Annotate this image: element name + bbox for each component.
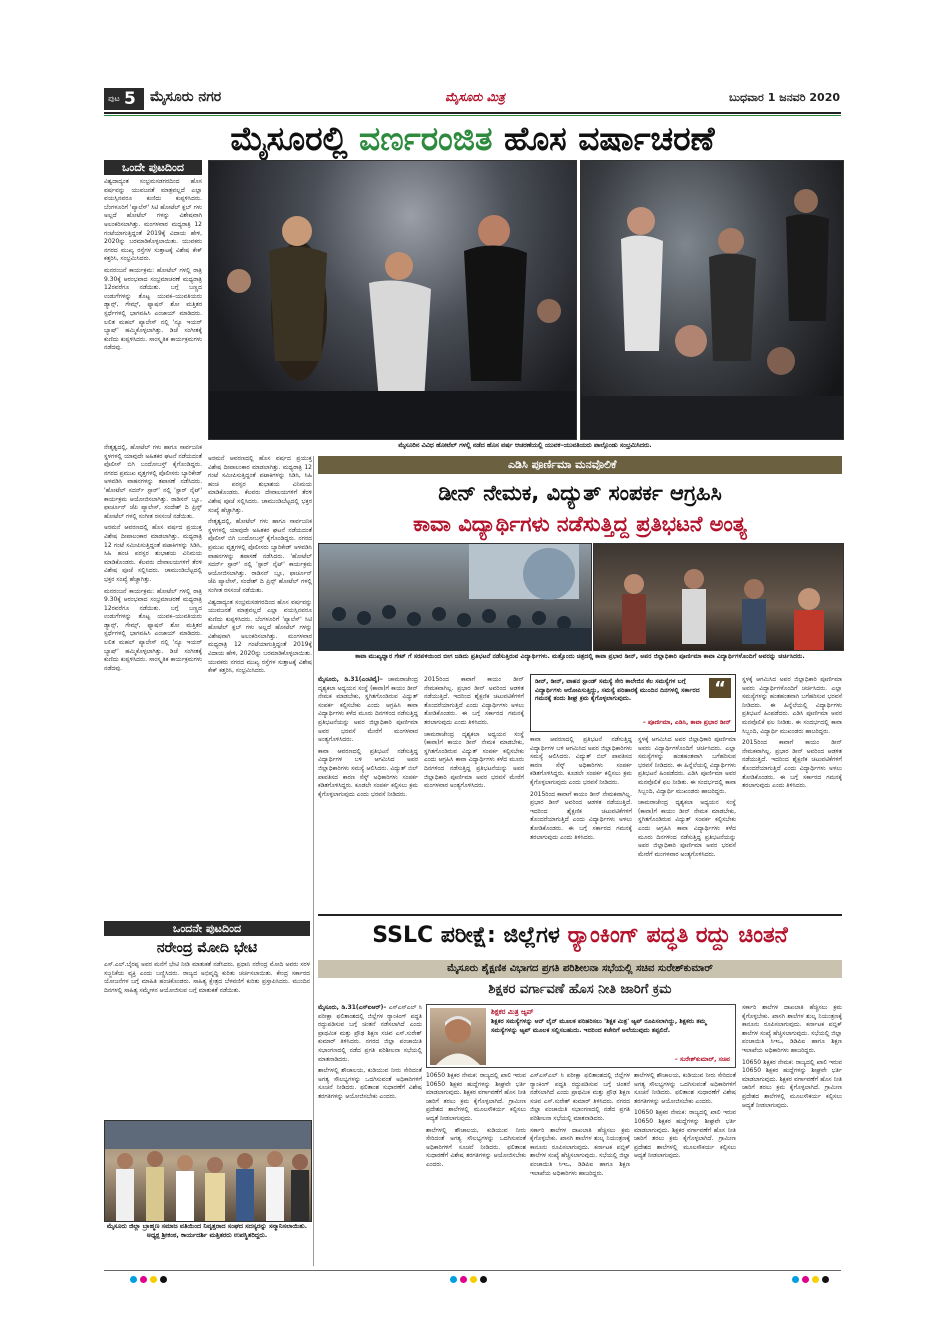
- page-number-badge: [104, 88, 144, 110]
- registration-mark: [150, 1276, 157, 1283]
- headline-part-1: ಮೈಸೂರಲ್ಲಿ: [230, 119, 348, 158]
- adc-paragraph: 2015ರಿಂದ ಕಾವಾಗೆ ಕಾಯಂ ಡೀನ್ ನೇಮಕವಾಗಿಲ್ಲ. ಪ್ರಭಾರ ಡೀನ್ ಅವರಿಂದ ಆಡಳಿತ ನಡೆಯುತ್ತಿದೆ. ಇದರಿಂದ ಶೈಕ್ಷಣಿಕ ಚಟುವಟಿಕೆಗಳಿಗೆ ತೊಂದರೆಯಾಗುತ್ತಿದೆ ಎಂದು ವಿದ್ಯಾರ್ಥಿಗಳು ಅಳಲು ತೋಡಿಕೊಂಡರು. ಈ ಬಗ್ಗೆ ಸರ್ಕಾರದ ಗಮನಕ್ಕೆ ತರಲಾಗುವುದು ಎಂದು ತಿಳಿಸಿದರು.: [424, 676, 524, 726]
- issue-date: ಬುಧವಾರ 1 ಜನವರಿ 2020: [729, 91, 840, 104]
- registration-mark: [822, 1276, 829, 1283]
- adc-quote-text: ಡೀನ್, ಡೀನ್, ವಾಹನ ಸ್ಟಾಂಡ್ ಸಮಸ್ಯೆ ಸೇರಿ ಕಾಲೇಜಿನ ಕೆಲ ಸಮಸ್ಯೆಗಳ ಬಗ್ಗೆ ವಿದ್ಯಾರ್ಥಿಗಳು ಆರೋಪಿಸುತ್ತಿದ್ದು, ಸಮಸ್ಯೆ ಪರಿಹಾರಕ್ಕೆ ಮುಂದಿನ ದಿನಗಳಲ್ಲಿ ಸರ್ಕಾರದ ಗಮನಕ್ಕೆ ತಂದು ಶೀಘ್ರ ಕ್ರಮ ಕೈಗೊಳ್ಳಲಾಗುವುದು.: [535, 678, 700, 703]
- adc-paragraph: ಕಾವಾ ಆವರಣದಲ್ಲಿ ಪ್ರತಿಭಟನೆ ನಡೆಸುತ್ತಿದ್ದ ವಿದ್ಯಾರ್ಥಿಗಳ ಬಳಿ ಆಗಮಿಸಿದ ಅಪರ ಜಿಲ್ಲಾಧಿಕಾರಿಗಳು ಸಮಸ್ಯೆ ಆಲಿಸಿದರು. ವಿದ್ಯುತ್ ಬಿಲ್ ಪಾವತಿಸದ ಕಾರಣ ಸೆಸ್ಕ್ ಅಧಿಕಾರಿಗಳು ಸಂಪರ್ಕ ಕಡಿತಗೊಳಿಸಿದ್ದರು. ಕೂಡಲೇ ಸಂಪರ್ಕ ಕಲ್ಪಿಸಲು ಕ್ರಮ ಕೈಗೊಳ್ಳಲಾಗುವುದು ಎಂದು ಭರವಸೆ ನೀಡಿದರು.: [318, 747, 418, 798]
- quote-mark-icon: “: [709, 678, 731, 698]
- left-story-paragraph: ಮನರಂಜನೆ ಕಾರ್ಯಕ್ರಮ: ಹೋಟೆಲ್ ಗಳಲ್ಲಿ ರಾತ್ರಿ 9.30ಕ್ಕೆ ಆರಂಭವಾದ ಸಂಭ್ರಮಾಚರಣೆ ಮಧ್ಯರಾತ್ರಿ 12ರವರೆಗೂ ನಡೆಯಿತು. ಬಗ್ಗೆ ಬಣ್ಣದ ಉಡುಗೆಗಳನ್ನು ತೊಟ್ಟ ಯುವಕ–ಯುವತಿಯರು ಡ್ಯಾನ್ಸ್, ಗೇಮ್ಸ್, ಫ್ಯಾಷನ್ ಶೋ ಮತ್ತಿತರ ಸ್ಪರ್ಧೆಗಳಲ್ಲಿ ಭಾಗವಹಿಸಿ ಎಂಜಾಯ್ ಮಾಡಿದರು. ಲಲಿತ ಮಹಲ್ ಪ್ಯಾಲೇಸ್ ನಲ್ಲಿ 'ನ್ಯೂ ಇಯರ್ ಬ್ಯಾಷ್' ಹಮ್ಮಿಕೊಳ್ಳಲಾಗಿತ್ತು. ಡಿಜೆ ಸಂಗೀತಕ್ಕೆ ಕುಣಿದು ಕುಪ್ಪಳಿಸಿದರು. ಸಾಂಸ್ಕೃತಿಕ ಕಾರ್ಯಕ್ರಮಗಳು ನಡೆದವು.: [104, 266, 202, 352]
- adc-story-col-5: [742, 676, 842, 914]
- adc-story-col-4: [638, 736, 736, 914]
- page-label: ಪುಟ: [108, 94, 120, 103]
- adc-paragraph: ಸ್ಥಳಕ್ಕೆ ಆಗಮಿಸಿದ ಅಪರ ಜಿಲ್ಲಾಧಿಕಾರಿ ಪೂರ್ಣಿಮಾ ಅವರು ವಿದ್ಯಾರ್ಥಿಗಳೊಂದಿಗೆ ಚರ್ಚಿಸಿದರು. ಎಲ್ಲಾ ಸಮಸ್ಯೆಗಳನ್ನು ಹಂತಹಂತವಾಗಿ ಬಗೆಹರಿಸುವ ಭರವಸೆ ನೀಡಿದರು. ಈ ಹಿನ್ನೆಲೆಯಲ್ಲಿ ವಿದ್ಯಾರ್ಥಿಗಳು ಪ್ರತಿಭಟನೆ ಹಿಂಪಡೆದರು. ಎಡಿಸಿ ಪೂರ್ಣಿಮಾ ಅವರ ಮನವೊಲಿಕೆ ಫಲ ನೀಡಿತು. ಈ ಸಂದರ್ಭದಲ್ಲಿ ಕಾವಾ ಸಿಬ್ಬಂದಿ, ವಿದ್ಯಾರ್ಥಿ ಮುಖಂಡರು ಹಾಜರಿದ್ದರು.: [638, 736, 736, 795]
- protest-crowd-svg: [319, 544, 591, 650]
- headline-part-2: ವರ್ಣರಂಜಿತ: [359, 119, 493, 158]
- middle-story-paragraph: ಅರಮನೆ ಆವರಣದಲ್ಲಿ ಹೊಸ ವರ್ಷದ ಪ್ರಯುಕ್ತ ವಿಶೇಷ ದೀಪಾಲಂಕಾರ ಮಾಡಲಾಗಿತ್ತು. ಮಧ್ಯರಾತ್ರಿ 12 ಗಂಟೆ ಸಮೀಪಿಸುತ್ತಿದ್ದಂತೆ ಪಟಾಕಿಗಳನ್ನು ಸಿಡಿಸಿ, ಸಿಹಿ ಹಂಚಿ ಪರಸ್ಪರ ಶುಭಾಶಯ ವಿನಿಮಯ ಮಾಡಿಕೊಂಡರು. ಕೆಲವರು ದೇವಾಲಯಗಳಿಗೆ ತೆರಳಿ ವಿಶೇಷ ಪೂಜೆ ಸಲ್ಲಿಸಿದರು. ಚಾಮುಂಡಿಬೆಟ್ಟದಲ್ಲಿ ಭಕ್ತರ ಸಂಖ್ಯೆ ಹೆಚ್ಚಾಗಿತ್ತು.: [208, 455, 312, 514]
- sslc-paragraph: ಶಾಲೆಗಳಲ್ಲಿ ಶೌಚಾಲಯ, ಕುಡಿಯುವ ನೀರು ಸೇರಿದಂತೆ ಅಗತ್ಯ ಸೌಲಭ್ಯಗಳನ್ನು ಒದಗಿಸುವಂತೆ ಅಧಿಕಾರಿಗಳಿಗೆ ಸೂಚನೆ ನೀಡಿದರು. ಫಲಿತಾಂಶ ಸುಧಾರಣೆಗೆ ವಿಶೇಷ ತರಗತಿಗಳನ್ನು ಆಯೋಜಿಸಬೇಕು ಎಂದರು.: [318, 1067, 422, 1100]
- left-story-paragraph: ವಿಶ್ವದಾದ್ಯಂತ ಸಂಭ್ರಮಸಡಗರದಿಂದ ಹೊಸ ವರ್ಷವನ್ನು ಯುವಜನತೆ ಮಾತ್ರವಲ್ಲದೆ ಎಲ್ಲಾ ವಯಸ್ಸಿನವರೂ ಕುಣಿದು ಕುಪ್ಪಳಿಸಿದರು. ಬೆಂಗಳೂರಿಗೆ 'ಪ್ಯಾಲೆಸ್' ಸಿಟಿ ಹೋಟೆಲ್ ಕ್ಲಬ್ ಗಳು ಅಲ್ಲದೆ ಹೋಟೆಲ್ ಗಳನ್ನು ವಿಶೇಷವಾಗಿ ಅಲಂಕರಿಸಲಾಗಿತ್ತು. ಮಂಗಳವಾರ ಮಧ್ಯರಾತ್ರಿ 12 ಗಂಟೆಯಾಗುತ್ತಿದ್ದಂತೆ 2019ಕ್ಕೆ ವಿದಾಯ ಹೇಳಿ, 2020ನ್ನು ಬರಮಾಡಿಕೊಳ್ಳಲಾಯಿತು. ಯುವಕರು ನಗರದ ಮುಖ್ಯ ರಸ್ತೆಗಳ ಸುತ್ತಾಟಕ್ಕೆ ವಿಶೇಷ ಕೇಕ್ ಕತ್ತರಿಸಿ, ಸಂಭ್ರಮಿಸಿದರು.: [104, 178, 202, 263]
- left-story-paragraph: ಅರಮನೆ ಆವರಣದಲ್ಲಿ ಹೊಸ ವರ್ಷದ ಪ್ರಯುಕ್ತ ವಿಶೇಷ ದೀಪಾಲಂಕಾರ ಮಾಡಲಾಗಿತ್ತು. ಮಧ್ಯರಾತ್ರಿ 12 ಗಂಟೆ ಸಮೀಪಿಸುತ್ತಿದ್ದಂತೆ ಪಟಾಕಿಗಳನ್ನು ಸಿಡಿಸಿ, ಸಿಹಿ ಹಂಚಿ ಪರಸ್ಪರ ಶುಭಾಶಯ ವಿನಿಮಯ ಮಾಡಿಕೊಂಡರು. ಕೆಲವರು ದೇವಾಲಯಗಳಿಗೆ ತೆರಳಿ ವಿಶೇಷ ಪೂಜೆ ಸಲ್ಲಿಸಿದರು. ಚಾಮುಂಡಿಬೆಟ್ಟದಲ್ಲಿ ಭಕ್ತರ ಸಂಖ್ಯೆ ಹೆಚ್ಚಾಗಿತ್ತು.: [104, 524, 202, 583]
- left-story-body: [104, 178, 202, 440]
- sslc-paragraph: ಸರ್ಕಾರಿ ಶಾಲೆಗಳ ದಾಖಲಾತಿ ಹೆಚ್ಚಿಸಲು ಕ್ರಮ ಕೈಗೊಳ್ಳಬೇಕು. ಖಾಸಗಿ ಶಾಲೆಗಳ ಶುಲ್ಕ ನಿಯಂತ್ರಣಕ್ಕೆ ಕಾನೂನು ರೂಪಿಸಲಾಗುವುದು. ಕರ್ನಾಟಕ ಪಬ್ಲಿಕ್ ಶಾಲೆಗಳ ಸಂಖ್ಯೆ ಹೆಚ್ಚಿಸಲಾಗುವುದು. ಸಭೆಯಲ್ಲಿ ಜಿಲ್ಲಾ ಪಂಚಾಯಿತಿ ಸಿಇಒ, ಡಿಡಿಪಿಐ ಹಾಗೂ ಶಿಕ್ಷಣ ಇಲಾಖೆಯ ಅಧಿಕಾರಿಗಳು ಹಾಜರಿದ್ದರು.: [742, 1004, 842, 1054]
- registration-mark: [460, 1276, 467, 1283]
- modi-story-body: ಎಸ್.ಎಲ್.ಬೈರಪ್ಪ ಅವರ ಮನೆಗೆ ಭೇಟಿ ನೀಡಿ ಮಾತುಕತೆ ನಡೆಸಿದರು. ಪ್ರಧಾನಿ ನರೇಂದ್ರ ಮೋದಿ ಅವರು ಸರಳ ಸಜ್ಜನಿಕೆಯ ವ್ಯಕ್ತಿ ಎಂದು ಬಣ್ಣಿಸಿದರು. ರಾಜ್ಯದ ಅಭಿವೃದ್ಧಿ ಕುರಿತು ಚರ್ಚಿಸಲಾಯಿತು. ಕೇಂದ್ರ ಸರ್ಕಾರದ ಯೋಜನೆಗಳ ಬಗ್ಗೆ ಮಾಹಿತಿ ಹಂಚಿಕೊಂಡರು. ಸಾಹಿತ್ಯ ಕ್ಷೇತ್ರದ ಬೆಳವಣಿಗೆ ಕುರಿತು ಪ್ರಸ್ತಾಪಿಸಿದರು. ಮುಂದಿನ ದಿನಗಳಲ್ಲಿ ಸಾಹಿತ್ಯ ಸಮ್ಮೇಳನ ಆಯೋಜಿಸುವ ಬಗ್ಗೆ ಮಾತುಕತೆ ನಡೆಯಿತು.: [104, 961, 310, 994]
- registration-mark: [140, 1276, 147, 1283]
- sslc-paragraph: ಸರ್ಕಾರಿ ಶಾಲೆಗಳ ದಾಖಲಾತಿ ಹೆಚ್ಚಿಸಲು ಕ್ರಮ ಕೈಗೊಳ್ಳಬೇಕು. ಖಾಸಗಿ ಶಾಲೆಗಳ ಶುಲ್ಕ ನಿಯಂತ್ರಣಕ್ಕೆ ಕಾನೂನು ರೂಪಿಸಲಾಗುವುದು. ಕರ್ನಾಟಕ ಪಬ್ಲಿಕ್ ಶಾಲೆಗಳ ಸಂಖ್ಯೆ ಹೆಚ್ಚಿಸಲಾಗುವುದು. ಸಭೆಯಲ್ಲಿ ಜಿಲ್ಲಾ ಪಂಚಾಯಿತಿ ಸಿಇಒ, ಡಿಡಿಪಿಐ ಹಾಗೂ ಶಿಕ್ಷಣ ಇಲಾಖೆಯ ಅಧಿಕಾರಿಗಳು ಹಾಜರಿದ್ದರು.: [530, 1126, 630, 1177]
- header-rule: [104, 112, 841, 114]
- adc-quote-box: [530, 674, 736, 732]
- adc-paragraph: ಸ್ಥಳಕ್ಕೆ ಆಗಮಿಸಿದ ಅಪರ ಜಿಲ್ಲಾಧಿಕಾರಿ ಪೂರ್ಣಿಮಾ ಅವರು ವಿದ್ಯಾರ್ಥಿಗಳೊಂದಿಗೆ ಚರ್ಚಿಸಿದರು. ಎಲ್ಲಾ ಸಮಸ್ಯೆಗಳನ್ನು ಹಂತಹಂತವಾಗಿ ಬಗೆಹರಿಸುವ ಭರವಸೆ ನೀಡಿದರು. ಈ ಹಿನ್ನೆಲೆಯಲ್ಲಿ ವಿದ್ಯಾರ್ಥಿಗಳು ಪ್ರತಿಭಟನೆ ಹಿಂಪಡೆದರು. ಎಡಿಸಿ ಪೂರ್ಣಿಮಾ ಅವರ ಮನವೊಲಿಕೆ ಫಲ ನೀಡಿತು. ಈ ಸಂದರ್ಭದಲ್ಲಿ ಕಾವಾ ಸಿಬ್ಬಂದಿ, ವಿದ್ಯಾರ್ಥಿ ಮುಖಂಡರು ಹಾಜರಿದ್ದರು.: [742, 676, 842, 735]
- sslc-dateline: ಮೈಸೂರು, ಡಿ.31(ಎಸ್ಐಆರ್)–: [318, 1004, 387, 1011]
- sslc-col-3: [530, 1072, 630, 1266]
- continued-heading-top: ಒಂದೇ ಪುಟದಿಂದ: [104, 160, 202, 175]
- sslc-headline: [318, 918, 842, 954]
- sslc-headline-part-a: SSLC ಪರೀಕ್ಷೆ: ಜಿಲ್ಲೆಗಳ: [372, 923, 560, 948]
- adc-story-col-1: [318, 676, 418, 914]
- main-headline: [104, 116, 841, 162]
- sslc-paragraph: ಎಸ್ಎಸ್ಎಲ್ ಸಿ ಪರೀಕ್ಷಾ ಫಲಿತಾಂಶದಲ್ಲಿ ಜಿಲ್ಲೆಗಳ ರ್‍ಯಾಂಕಿಂಗ್ ಪದ್ಧತಿ ರದ್ದುಪಡಿಸುವ ಬಗ್ಗೆ ಚಿಂತನೆ ನಡೆಸಲಾಗಿದೆ ಎಂದು ಪ್ರಾಥಮಿಕ ಮತ್ತು ಪ್ರೌಢ ಶಿಕ್ಷಣ ಸಚಿವ ಎಸ್.ಸುರೇಶ್ ಕುಮಾರ್ ತಿಳಿಸಿದರು. ನಗರದ ಜಿಲ್ಲಾ ಪಂಚಾಯಿತಿ ಸಭಾಂಗಣದಲ್ಲಿ ನಡೆದ ಪ್ರಗತಿ ಪರಿಶೀಲನಾ ಸಭೆಯಲ್ಲಿ ಮಾತನಾಡಿದರು.: [530, 1072, 630, 1122]
- footer-rule: [104, 1270, 841, 1271]
- sslc-kicker: ಮೈಸೂರು ಶೈಕ್ಷಣಿಕ ವಿಭಾಗದ ಪ್ರಗತಿ ಪರಿಶೀಲನಾ ಸಭೆಯಲ್ಲಿ ಸಚಿವ ಸುರೇಶ್‌ಕುಮಾರ್: [318, 960, 842, 978]
- registration-mark: [450, 1276, 457, 1283]
- party-photo-caption: ಮೈಸೂರಿನ ವಿವಿಧ ಹೋಟೆಲ್ ಗಳಲ್ಲಿ ನಡೆದ ಹೊಸ ವರ್ಷ ಆಚರಣೆಯಲ್ಲಿ ಯುವಕ–ಯುವತಿಯರು ಪಾಲ್ಗೊಂಡು ಸಂಭ್ರಮಿಸಿದರು.: [398, 442, 652, 449]
- registration-mark: [470, 1276, 477, 1283]
- middle-story-paragraph: ವಿಶ್ವದಾದ್ಯಂತ ಸಂಭ್ರಮಸಡಗರದಿಂದ ಹೊಸ ವರ್ಷವನ್ನು ಯುವಜನತೆ ಮಾತ್ರವಲ್ಲದೆ ಎಲ್ಲಾ ವಯಸ್ಸಿನವರೂ ಕುಣಿದು ಕುಪ್ಪಳಿಸಿದರು. ಬೆಂಗಳೂರಿಗೆ 'ಪ್ಯಾಲೆಸ್' ಸಿಟಿ ಹೋಟೆಲ್ ಕ್ಲಬ್ ಗಳು ಅಲ್ಲದೆ ಹೋಟೆಲ್ ಗಳನ್ನು ವಿಶೇಷವಾಗಿ ಅಲಂಕರಿಸಲಾಗಿತ್ತು. ಮಂಗಳವಾರ ಮಧ್ಯರಾತ್ರಿ 12 ಗಂಟೆಯಾಗುತ್ತಿದ್ದಂತೆ 2019ಕ್ಕೆ ವಿದಾಯ ಹೇಳಿ, 2020ನ್ನು ಬರಮಾಡಿಕೊಳ್ಳಲಾಯಿತು. ಯುವಕರು ನಗರದ ಮುಖ್ಯ ರಸ್ತೆಗಳ ಸುತ್ತಾಟಕ್ಕೆ ವಿಶೇಷ ಕೇಕ್ ಕತ್ತರಿಸಿ, ಸಂಭ್ರಮಿಸಿದರು.: [208, 598, 312, 675]
- adc-paragraph: ಚಾಮರಾಜೇಂದ್ರ ದೃಶ್ಯಕಲಾ ಅಧ್ಯಯನ ಸಂಸ್ಥೆ (ಕಾವಾ)ಗೆ ಕಾಯಂ ಡೀನ್ ನೇಮಕ ಮಾಡಬೇಕು, ಸ್ಥಗಿತಗೊಂಡಿರುವ ವಿದ್ಯುತ್ ಸಂಪರ್ಕ ಕಲ್ಪಿಸಬೇಕು ಎಂದು ಆಗ್ರಹಿಸಿ ಕಾವಾ ವಿದ್ಯಾರ್ಥಿಗಳು ಕಳೆದ ಮೂರು ದಿನಗಳಿಂದ ನಡೆಸುತ್ತಿದ್ದ ಪ್ರತಿಭಟನೆಯನ್ನು ಅಪರ ಜಿಲ್ಲಾಧಿಕಾರಿ ಪೂರ್ಣಿಮಾ ಅವರ ಭರವಸೆ ಮೇರೆಗೆ ಮಂಗಳವಾರ ಅಂತ್ಯಗೊಳಿಸಿದರು.: [638, 799, 736, 858]
- left-story-paragraph: ಮನರಂಜನೆ ಕಾರ್ಯಕ್ರಮ: ಹೋಟೆಲ್ ಗಳಲ್ಲಿ ರಾತ್ರಿ 9.30ಕ್ಕೆ ಆರಂಭವಾದ ಸಂಭ್ರಮಾಚರಣೆ ಮಧ್ಯರಾತ್ರಿ 12ರವರೆಗೂ ನಡೆಯಿತು. ಬಗ್ಗೆ ಬಣ್ಣದ ಉಡುಗೆಗಳನ್ನು ತೊಟ್ಟ ಯುವಕ–ಯುವತಿಯರು ಡ್ಯಾನ್ಸ್, ಗೇಮ್ಸ್, ಫ್ಯಾಷನ್ ಶೋ ಮತ್ತಿತರ ಸ್ಪರ್ಧೆಗಳಲ್ಲಿ ಭಾಗವಹಿಸಿ ಎಂಜಾಯ್ ಮಾಡಿದರು. ಲಲಿತ ಮಹಲ್ ಪ್ಯಾಲೇಸ್ ನಲ್ಲಿ 'ನ್ಯೂ ಇಯರ್ ಬ್ಯಾಷ್' ಹಮ್ಮಿಕೊಳ್ಳಲಾಗಿತ್ತು. ಡಿಜೆ ಸಂಗೀತಕ್ಕೆ ಕುಣಿದು ಕುಪ್ಪಳಿಸಿದರು. ಸಾಂಸ್ಕೃತಿಕ ಕಾರ್ಯಕ್ರಮಗಳು ನಡೆದವು.: [104, 587, 202, 672]
- sslc-col-2: [426, 1072, 526, 1266]
- headline-part-3: ಹೊಸ ವರ್ಷಾಚರಣೆ: [503, 119, 715, 158]
- left-story-paragraph: ನೇತೃತ್ವದಲ್ಲಿ, ಹೋಟೆಲ್ ಗಳು ಹಾಗೂ ಸಾರ್ವಜನಿಕ ಸ್ಥಳಗಳಲ್ಲಿ ಯಾವುದೇ ಅಹಿತಕರ ಘಟನೆ ನಡೆಯದಂತೆ ಪೊಲೀಸ್ ಬಿಗಿ ಬಂದೋಬಸ್ತ್ ಕೈಗೊಂಡಿದ್ದರು. ನಗರದ ಪ್ರಮುಖ ವೃತ್ತಗಳಲ್ಲಿ ಪೊಲೀಸರು ಬ್ಯಾರಿಕೇಡ್ ಅಳವಡಿಸಿ ವಾಹನಗಳನ್ನು ತಪಾಸಣೆ ನಡೆಸಿದರು. 'ಹೋಟೆಲ್ ಸದರ್ನ್ ಸ್ಟಾರ್' ನಲ್ಲಿ 'ಸ್ಟಾರ್ ನೈಟ್' ಕಾರ್ಯಕ್ರಮ ಆಯೋಜಿಸಲಾಗಿತ್ತು. ರಾಡಿಸನ್ ಬ್ಲೂ, ಫಾರ್ಚೂನ್ ಜೆಪಿ ಪ್ಯಾಲೇಸ್, ಸಂದೇಶ್ ದಿ ಪ್ರಿನ್ಸ್ ಹೋಟೆಲ್ ಗಳಲ್ಲಿ ಸಂಗೀತ ರಸಸಂಜೆ ನಡೆಯಿತು.: [104, 444, 202, 520]
- party-scene-svg: [209, 161, 576, 439]
- sslc-col-1: [318, 1004, 422, 1266]
- minister-quote-title: ಶಿಕ್ಷಕರ ಮಿತ್ರ ಆ್ಯಪ್: [491, 1008, 534, 1016]
- sslc-paragraph: ಶಾಲೆಗಳಲ್ಲಿ ಶೌಚಾಲಯ, ಕುಡಿಯುವ ನೀರು ಸೇರಿದಂತೆ ಅಗತ್ಯ ಸೌಲಭ್ಯಗಳನ್ನು ಒದಗಿಸುವಂತೆ ಅಧಿಕಾರಿಗಳಿಗೆ ಸೂಚನೆ ನೀಡಿದರು. ಫಲಿತಾಂಶ ಸುಧಾರಣೆಗೆ ವಿಶೇಷ ತರಗತಿಗಳನ್ನು ಆಯೋಜಿಸಬೇಕು ಎಂದರು.: [634, 1072, 736, 1105]
- adc-paragraph: ಕಾವಾ ಆವರಣದಲ್ಲಿ ಪ್ರತಿಭಟನೆ ನಡೆಸುತ್ತಿದ್ದ ವಿದ್ಯಾರ್ಥಿಗಳ ಬಳಿ ಆಗಮಿಸಿದ ಅಪರ ಜಿಲ್ಲಾಧಿಕಾರಿಗಳು ಸಮಸ್ಯೆ ಆಲಿಸಿದರು. ವಿದ್ಯುತ್ ಬಿಲ್ ಪಾವತಿಸದ ಕಾರಣ ಸೆಸ್ಕ್ ಅಧಿಕಾರಿಗಳು ಸಂಪರ್ಕ ಕಡಿತಗೊಳಿಸಿದ್ದರು. ಕೂಡಲೇ ಸಂಪರ್ಕ ಕಲ್ಪಿಸಲು ಕ್ರಮ ಕೈಗೊಳ್ಳಲಾಗುವುದು ಎಂದು ಭರವಸೆ ನೀಡಿದರು.: [530, 736, 632, 786]
- minister-quote-attribution: – ಸುರೇಶ್‌ಕುಮಾರ್, ಸಚಿವ: [674, 1056, 730, 1063]
- adc-story-col-2: [424, 676, 524, 914]
- modi-story-title: ನರೇಂದ್ರ ಮೋದಿ ಭೇಟಿ: [156, 940, 258, 956]
- middle-story-paragraph: ನೇತೃತ್ವದಲ್ಲಿ, ಹೋಟೆಲ್ ಗಳು ಹಾಗೂ ಸಾರ್ವಜನಿಕ ಸ್ಥಳಗಳಲ್ಲಿ ಯಾವುದೇ ಅಹಿತಕರ ಘಟನೆ ನಡೆಯದಂತೆ ಪೊಲೀಸ್ ಬಿಗಿ ಬಂದೋಬಸ್ತ್ ಕೈಗೊಂಡಿದ್ದರು. ನಗರದ ಪ್ರಮುಖ ವೃತ್ತಗಳಲ್ಲಿ ಪೊಲೀಸರು ಬ್ಯಾರಿಕೇಡ್ ಅಳವಡಿಸಿ ವಾಹನಗಳನ್ನು ತಪಾಸಣೆ ನಡೆಸಿದರು. 'ಹೋಟೆಲ್ ಸದರ್ನ್ ಸ್ಟಾರ್' ನಲ್ಲಿ 'ಸ್ಟಾರ್ ನೈಟ್' ಕಾರ್ಯಕ್ರಮ ಆಯೋಜಿಸಲಾಗಿತ್ತು. ರಾಡಿಸನ್ ಬ್ಲೂ, ಫಾರ್ಚೂನ್ ಜೆಪಿ ಪ್ಯಾಲೇಸ್, ಸಂದೇಶ್ ದಿ ಪ್ರಿನ್ಸ್ ಹೋಟೆಲ್ ಗಳಲ್ಲಿ ಸಂಗೀತ ರಸಸಂಜೆ ನಡೆಯಿತು.: [208, 518, 312, 594]
- sslc-col-4: [634, 1072, 736, 1266]
- sslc-paragraph: 10650 ಶಿಕ್ಷಕರ ನೇಮಕ: ರಾಜ್ಯದಲ್ಲಿ ಖಾಲಿ ಇರುವ 10650 ಶಿಕ್ಷಕರ ಹುದ್ದೆಗಳನ್ನು ಶೀಘ್ರವೇ ಭರ್ತಿ ಮಾಡಲಾಗುವುದು. ಶಿಕ್ಷಕರ ವರ್ಗಾವಣೆಗೆ ಹೊಸ ನೀತಿ ಜಾರಿಗೆ ತರಲು ಕ್ರಮ ಕೈಗೊಳ್ಳಲಾಗಿದೆ. ಗ್ರಾಮೀಣ ಪ್ರದೇಶದ ಶಾಲೆಗಳಲ್ಲಿ ಮೂಲಸೌಕರ್ಯ ಕಲ್ಪಿಸಲು ಆದ್ಯತೆ ನೀಡಲಾಗುವುದು.: [426, 1072, 526, 1122]
- sslc-headline-part-c: ಪದ್ಧತಿ ರದ್ದು ಚಿಂತನೆ: [646, 923, 788, 948]
- minister-portrait: [430, 1008, 486, 1065]
- adc-headline-line1: ಡೀನ್ ನೇಮಕ, ವಿದ್ಯುತ್ ಸಂಪರ್ಕ ಆಗ್ರಹಿಸಿ: [438, 481, 722, 505]
- section-divider: [318, 914, 842, 916]
- adc-quote-attribution: – ಪೂರ್ಣಿಮಾ, ಎಡಿಸಿ, ಕಾವಾ ಪ್ರಭಾರ ಡೀನ್: [642, 719, 731, 726]
- registration-mark: [802, 1276, 809, 1283]
- sslc-col-5: [742, 1004, 842, 1266]
- sslc-paragraph: 10650 ಶಿಕ್ಷಕರ ನೇಮಕ: ರಾಜ್ಯದಲ್ಲಿ ಖಾಲಿ ಇರುವ 10650 ಶಿಕ್ಷಕರ ಹುದ್ದೆಗಳನ್ನು ಶೀಘ್ರವೇ ಭರ್ತಿ ಮಾಡಲಾಗುವುದು. ಶಿಕ್ಷಕರ ವರ್ಗಾವಣೆಗೆ ಹೊಸ ನೀತಿ ಜಾರಿಗೆ ತರಲು ಕ್ರಮ ಕೈಗೊಳ್ಳಲಾಗಿದೆ. ಗ್ರಾಮೀಣ ಪ್ರದೇಶದ ಶಾಲೆಗಳಲ್ಲಿ ಮೂಲಸೌಕರ್ಯ ಕಲ್ಪಿಸಲು ಆದ್ಯತೆ ನೀಡಲಾಗುವುದು.: [634, 1109, 736, 1160]
- left-story-continued: [104, 444, 202, 914]
- registration-mark: [792, 1276, 799, 1283]
- registration-mark: [480, 1276, 487, 1283]
- continued-heading-bottom: ಒಂದನೇ ಪುಟದಿಂದ: [104, 921, 310, 936]
- sslc-subhead: ಶಿಕ್ಷಕರ ವರ್ಗಾವಣೆ ಹೊಸ ನೀತಿ ಜಾರಿಗೆ ಕ್ರಮ: [488, 982, 672, 997]
- registration-mark: [160, 1276, 167, 1283]
- page-number: 5: [124, 89, 136, 109]
- group-photo-svg: [105, 1121, 311, 1221]
- sslc-paragraph: 10650 ಶಿಕ್ಷಕರ ನೇಮಕ: ರಾಜ್ಯದಲ್ಲಿ ಖಾಲಿ ಇರುವ 10650 ಶಿಕ್ಷಕರ ಹುದ್ದೆಗಳನ್ನು ಶೀಘ್ರವೇ ಭರ್ತಿ ಮಾಡಲಾಗುವುದು. ಶಿಕ್ಷಕರ ವರ್ಗಾವಣೆಗೆ ಹೊಸ ನೀತಿ ಜಾರಿಗೆ ತರಲು ಕ್ರಮ ಕೈಗೊಳ್ಳಲಾಗಿದೆ. ಗ್ರಾಮೀಣ ಪ್ರದೇಶದ ಶಾಲೆಗಳಲ್ಲಿ ಮೂಲಸೌಕರ್ಯ ಕಲ್ಪಿಸಲು ಆದ್ಯತೆ ನೀಡಲಾಗುವುದು.: [742, 1058, 842, 1109]
- felicitation-photo: [104, 1120, 312, 1222]
- adc-paragraph: ಚಾಮರಾಜೇಂದ್ರ ದೃಶ್ಯಕಲಾ ಅಧ್ಯಯನ ಸಂಸ್ಥೆ (ಕಾವಾ)ಗೆ ಕಾಯಂ ಡೀನ್ ನೇಮಕ ಮಾಡಬೇಕು, ಸ್ಥಗಿತಗೊಂಡಿರುವ ವಿದ್ಯುತ್ ಸಂಪರ್ಕ ಕಲ್ಪಿಸಬೇಕು ಎಂದು ಆಗ್ರಹಿಸಿ ಕಾವಾ ವಿದ್ಯಾರ್ಥಿಗಳು ಕಳೆದ ಮೂರು ದಿನಗಳಿಂದ ನಡೆಸುತ್ತಿದ್ದ ಪ್ರತಿಭಟನೆಯನ್ನು ಅಪರ ಜಿಲ್ಲಾಧಿಕಾರಿ ಪೂರ್ಣಿಮಾ ಅವರ ಭರವಸೆ ಮೇರೆಗೆ ಮಂಗಳವಾರ ಅಂತ್ಯಗೊಳಿಸಿದರು.: [318, 676, 418, 744]
- adc-paragraph: 2015ರಿಂದ ಕಾವಾಗೆ ಕಾಯಂ ಡೀನ್ ನೇಮಕವಾಗಿಲ್ಲ. ಪ್ರಭಾರ ಡೀನ್ ಅವರಿಂದ ಆಡಳಿತ ನಡೆಯುತ್ತಿದೆ. ಇದರಿಂದ ಶೈಕ್ಷಣಿಕ ಚಟುವಟಿಕೆಗಳಿಗೆ ತೊಂದರೆಯಾಗುತ್ತಿದೆ ಎಂದು ವಿದ್ಯಾರ್ಥಿಗಳು ಅಳಲು ತೋಡಿಕೊಂಡರು. ಈ ಬಗ್ಗೆ ಸರ್ಕಾರದ ಗಮನಕ್ಕೆ ತರಲಾಗುವುದು ಎಂದು ತಿಳಿಸಿದರು.: [742, 739, 842, 790]
- middle-story-column: [208, 455, 312, 915]
- adc-story-col-3: [530, 736, 632, 914]
- column-divider: [313, 456, 314, 1266]
- crowd-scene-svg: [581, 161, 843, 439]
- party-photo-left: [208, 160, 577, 440]
- adc-kicker: ಎಡಿಸಿ ಪೂರ್ಣಿಮಾ ಮನವೊಲಿಕೆ: [318, 456, 842, 474]
- masthead-logo: ಮೈಸೂರು ಮಿತ್ರ: [445, 90, 505, 104]
- adc-paragraph: 2015ರಿಂದ ಕಾವಾಗೆ ಕಾಯಂ ಡೀನ್ ನೇಮಕವಾಗಿಲ್ಲ. ಪ್ರಭಾರ ಡೀನ್ ಅವರಿಂದ ಆಡಳಿತ ನಡೆಯುತ್ತಿದೆ. ಇದರಿಂದ ಶೈಕ್ಷಣಿಕ ಚಟುವಟಿಕೆಗಳಿಗೆ ತೊಂದರೆಯಾಗುತ್ತಿದೆ ಎಂದು ವಿದ್ಯಾರ್ಥಿಗಳು ಅಳಲು ತೋಡಿಕೊಂಡರು. ಈ ಬಗ್ಗೆ ಸರ್ಕಾರದ ಗಮನಕ್ಕೆ ತರಲಾಗುವುದು ಎಂದು ತಿಳಿಸಿದರು.: [530, 790, 632, 841]
- minister-quote-text: ಶಿಕ್ಷಕರ ಸಮಸ್ಯೆಗಳನ್ನು ಆನ್ ಲೈನ್ ಮೂಲಕ ಪರಿಹರಿಸಲು 'ಶಿಕ್ಷಕ ಮಿತ್ರ' ಆ್ಯಪ್ ರೂಪಿಸಲಾಗಿದ್ದು, ಶಿಕ್ಷಕರು ತಮ್ಮ ಸಮಸ್ಯೆಗಳನ್ನು ಆ್ಯಪ್ ಮೂಲಕ ಸಲ್ಲಿಸಬಹುದು. ಇದರಿಂದ ಕಚೇರಿಗೆ ಅಲೆಯುವುದು ತಪ್ಪಲಿದೆ.: [491, 1018, 707, 1034]
- portrait-svg: [430, 1008, 486, 1065]
- sslc-paragraph: ಎಸ್ಎಸ್ಎಲ್ ಸಿ ಪರೀಕ್ಷಾ ಫಲಿತಾಂಶದಲ್ಲಿ ಜಿಲ್ಲೆಗಳ ರ್‍ಯಾಂಕಿಂಗ್ ಪದ್ಧತಿ ರದ್ದುಪಡಿಸುವ ಬಗ್ಗೆ ಚಿಂತನೆ ನಡೆಸಲಾಗಿದೆ ಎಂದು ಪ್ರಾಥಮಿಕ ಮತ್ತು ಪ್ರೌಢ ಶಿಕ್ಷಣ ಸಚಿವ ಎಸ್.ಸುರೇಶ್ ಕುಮಾರ್ ತಿಳಿಸಿದರು. ನಗರದ ಜಿಲ್ಲಾ ಪಂಚಾಯಿತಿ ಸಭಾಂಗಣದಲ್ಲಿ ನಡೆದ ಪ್ರಗತಿ ಪರಿಶೀಲನಾ ಸಭೆಯಲ್ಲಿ ಮಾತನಾಡಿದರು.: [318, 1004, 422, 1063]
- registration-mark: [812, 1276, 819, 1283]
- kava-protest-photo: [318, 543, 592, 651]
- felicitation-caption: ಮೈಸೂರು ಜಿಲ್ಲಾ ಬ್ರಾಹ್ಮಣ ಸಮಾಜ ವತಿಯಿಂದ ನಿವೃತ್ತರಾದ ಸಂಘದ ಸದಸ್ಯರನ್ನು ಸನ್ಮಾನಿಸಲಾಯಿತು. ಅಧ್ಯಕ್ಷ ಶ್ರೀಕಂಠ, ಕಾರ್ಯದರ್ಶಿ ಮತ್ತಿತರರು ಉಪಸ್ಥಿತರಿದ್ದರು.: [106, 1222, 308, 1239]
- sslc-headline-part-b: ರ್‍ಯಾಂಕಿಂಗ್: [567, 923, 639, 948]
- adc-headline-line2: ಕಾವಾ ವಿದ್ಯಾರ್ಥಿಗಳು ನಡೆಸುತ್ತಿದ್ದ ಪ್ರತಿಭಟನೆ ಅಂತ್ಯ: [413, 512, 747, 536]
- meeting-scene-svg: [594, 544, 843, 650]
- party-photo-right: [580, 160, 844, 440]
- sslc-paragraph: ಶಾಲೆಗಳಲ್ಲಿ ಶೌಚಾಲಯ, ಕುಡಿಯುವ ನೀರು ಸೇರಿದಂತೆ ಅಗತ್ಯ ಸೌಲಭ್ಯಗಳನ್ನು ಒದಗಿಸುವಂತೆ ಅಧಿಕಾರಿಗಳಿಗೆ ಸೂಚನೆ ನೀಡಿದರು. ಫಲಿತಾಂಶ ಸುಧಾರಣೆಗೆ ವಿಶೇಷ ತರಗತಿಗಳನ್ನು ಆಯೋಜಿಸಬೇಕು ಎಂದರು.: [426, 1126, 526, 1168]
- kava-photo-caption: ಕಾವಾ ಮುಖ್ಯಧ್ವಾರ ಗೇಟ್ ಗೆ ಸರಪಳಿಯಿಂದ ಬೀಗ ಜಡಿದು ಪ್ರತಿಭಟನೆ ನಡೆಸುತ್ತಿರುವ ವಿದ್ಯಾರ್ಥಿಗಳು. ಮತ್ತೊಂದು ಚಿತ್ರದಲ್ಲಿ ಕಾವಾ ಪ್ರಭಾರ ಡೀನ್, ಅಪರ ಜಿಲ್ಲಾಧಿಕಾರಿ ಪೂರ್ಣಿಮಾ ಕಾವಾ ವಿದ್ಯಾರ್ಥಿಗಳೊಂದಿಗೆ ಅವರನ್ನು ಚರ್ಚಿಸಿದರು.: [355, 653, 805, 660]
- minister-quote-box: [426, 1004, 736, 1068]
- adc-meeting-photo: [593, 543, 844, 651]
- adc-paragraph: ಚಾಮರಾಜೇಂದ್ರ ದೃಶ್ಯಕಲಾ ಅಧ್ಯಯನ ಸಂಸ್ಥೆ (ಕಾವಾ)ಗೆ ಕಾಯಂ ಡೀನ್ ನೇಮಕ ಮಾಡಬೇಕು, ಸ್ಥಗಿತಗೊಂಡಿರುವ ವಿದ್ಯುತ್ ಸಂಪರ್ಕ ಕಲ್ಪಿಸಬೇಕು ಎಂದು ಆಗ್ರಹಿಸಿ ಕಾವಾ ವಿದ್ಯಾರ್ಥಿಗಳು ಕಳೆದ ಮೂರು ದಿನಗಳಿಂದ ನಡೆಸುತ್ತಿದ್ದ ಪ್ರತಿಭಟನೆಯನ್ನು ಅಪರ ಜಿಲ್ಲಾಧಿಕಾರಿ ಪೂರ್ಣಿಮಾ ಅವರ ಭರವಸೆ ಮೇರೆಗೆ ಮಂಗಳವಾರ ಅಂತ್ಯಗೊಳಿಸಿದರು.: [424, 730, 524, 790]
- adc-dateline: ಮೈಸೂರು, ಡಿ.31(ಎಂಟಿವೈ)–: [318, 676, 383, 683]
- registration-mark: [130, 1276, 137, 1283]
- section-name: ಮೈಸೂರು ನಗರ: [150, 89, 222, 105]
